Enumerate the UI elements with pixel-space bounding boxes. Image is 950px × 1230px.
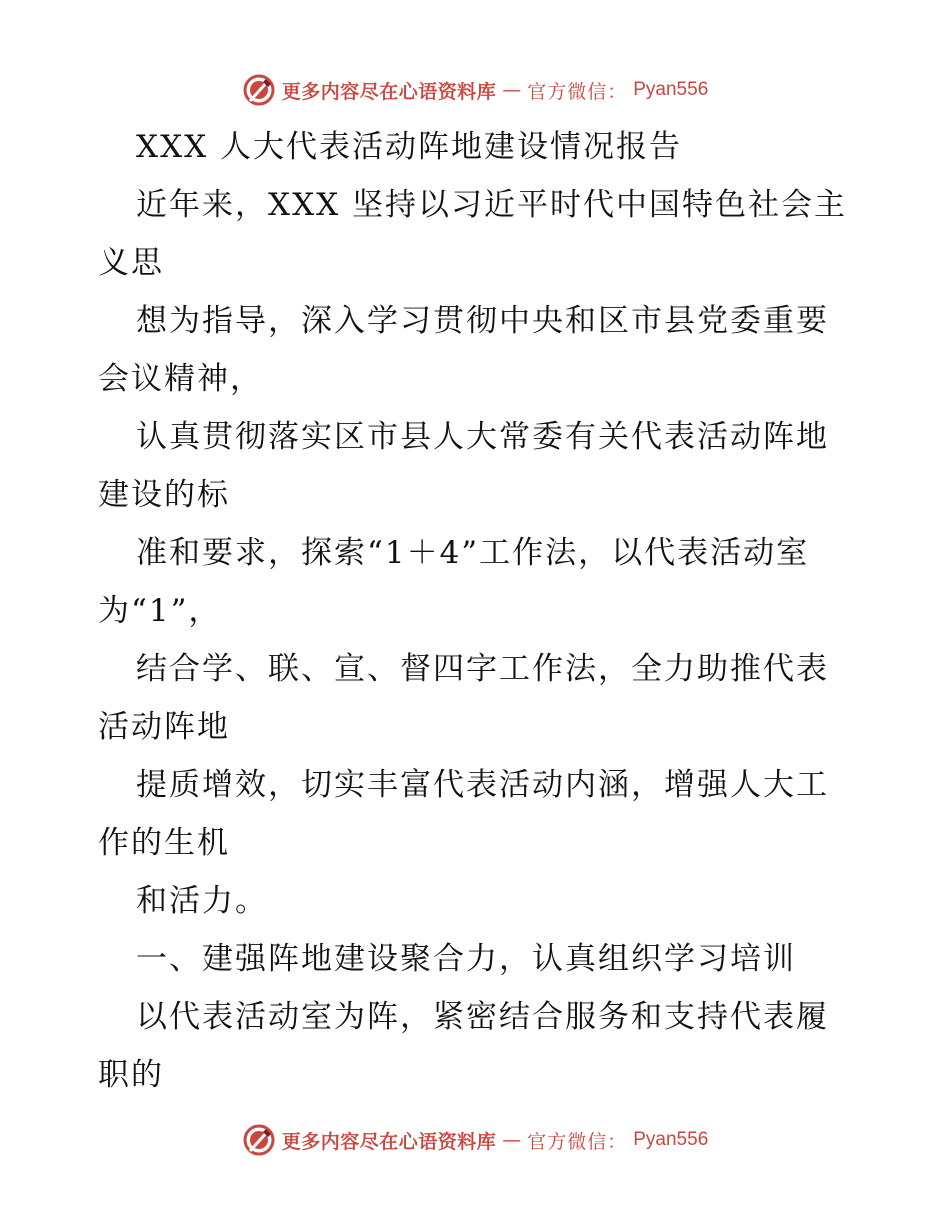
paragraph-line: 认真贯彻落实区市县人大常委有关代表活动阵地	[136, 419, 829, 455]
document-body	[98, 118, 850, 1104]
paragraph-line: 作的生机	[98, 825, 230, 861]
paragraph-line: 准和要求，探索“1＋4”工作法，以代表活动室	[136, 535, 810, 571]
footer-watermark	[0, 1120, 950, 1160]
watermark-text: 更多内容尽在心语资料库	[281, 1130, 497, 1153]
paragraph-line: 提质增效，切实丰富代表活动内涵，增强人大工	[136, 767, 829, 803]
paragraph-line: 想为指导，深入学习贯彻中央和区市县党委重要	[136, 303, 829, 339]
wechat-label: 官方微信：	[527, 1130, 628, 1153]
pen-logo-icon	[242, 73, 276, 107]
paragraph-line: 为“1”，	[98, 593, 222, 629]
paragraph-line: 和活力。	[136, 883, 268, 919]
watermark-dash: —	[502, 1129, 522, 1151]
paragraph-line: 近年来，XXX 坚持以习近平时代中国特色社会主	[136, 187, 848, 223]
header-watermark	[0, 70, 950, 110]
section-heading: 一、建强阵地建设聚合力，认真组织学习培训	[136, 941, 796, 977]
paragraph-line: 义思	[98, 245, 164, 281]
paragraph-line: 结合学、联、宣、督四字工作法，全力助推代表	[136, 651, 829, 687]
wechat-label: 官方微信：	[527, 80, 628, 103]
pen-logo-icon	[242, 1123, 276, 1157]
watermark-text: 更多内容尽在心语资料库	[281, 80, 497, 103]
paragraph-line: 活动阵地	[98, 709, 230, 745]
document-title: XXX 人大代表活动阵地建设情况报告	[136, 129, 683, 165]
wechat-id: Pyan556	[633, 1129, 709, 1150]
paragraph-line: 建设的标	[98, 477, 230, 513]
watermark-dash: —	[502, 79, 522, 101]
paragraph-line: 以代表活动室为阵，紧密结合服务和支持代表履	[136, 999, 829, 1035]
paragraph-line: 职的	[98, 1057, 164, 1093]
wechat-id: Pyan556	[633, 79, 709, 100]
paragraph-line: 会议精神，	[98, 361, 263, 397]
